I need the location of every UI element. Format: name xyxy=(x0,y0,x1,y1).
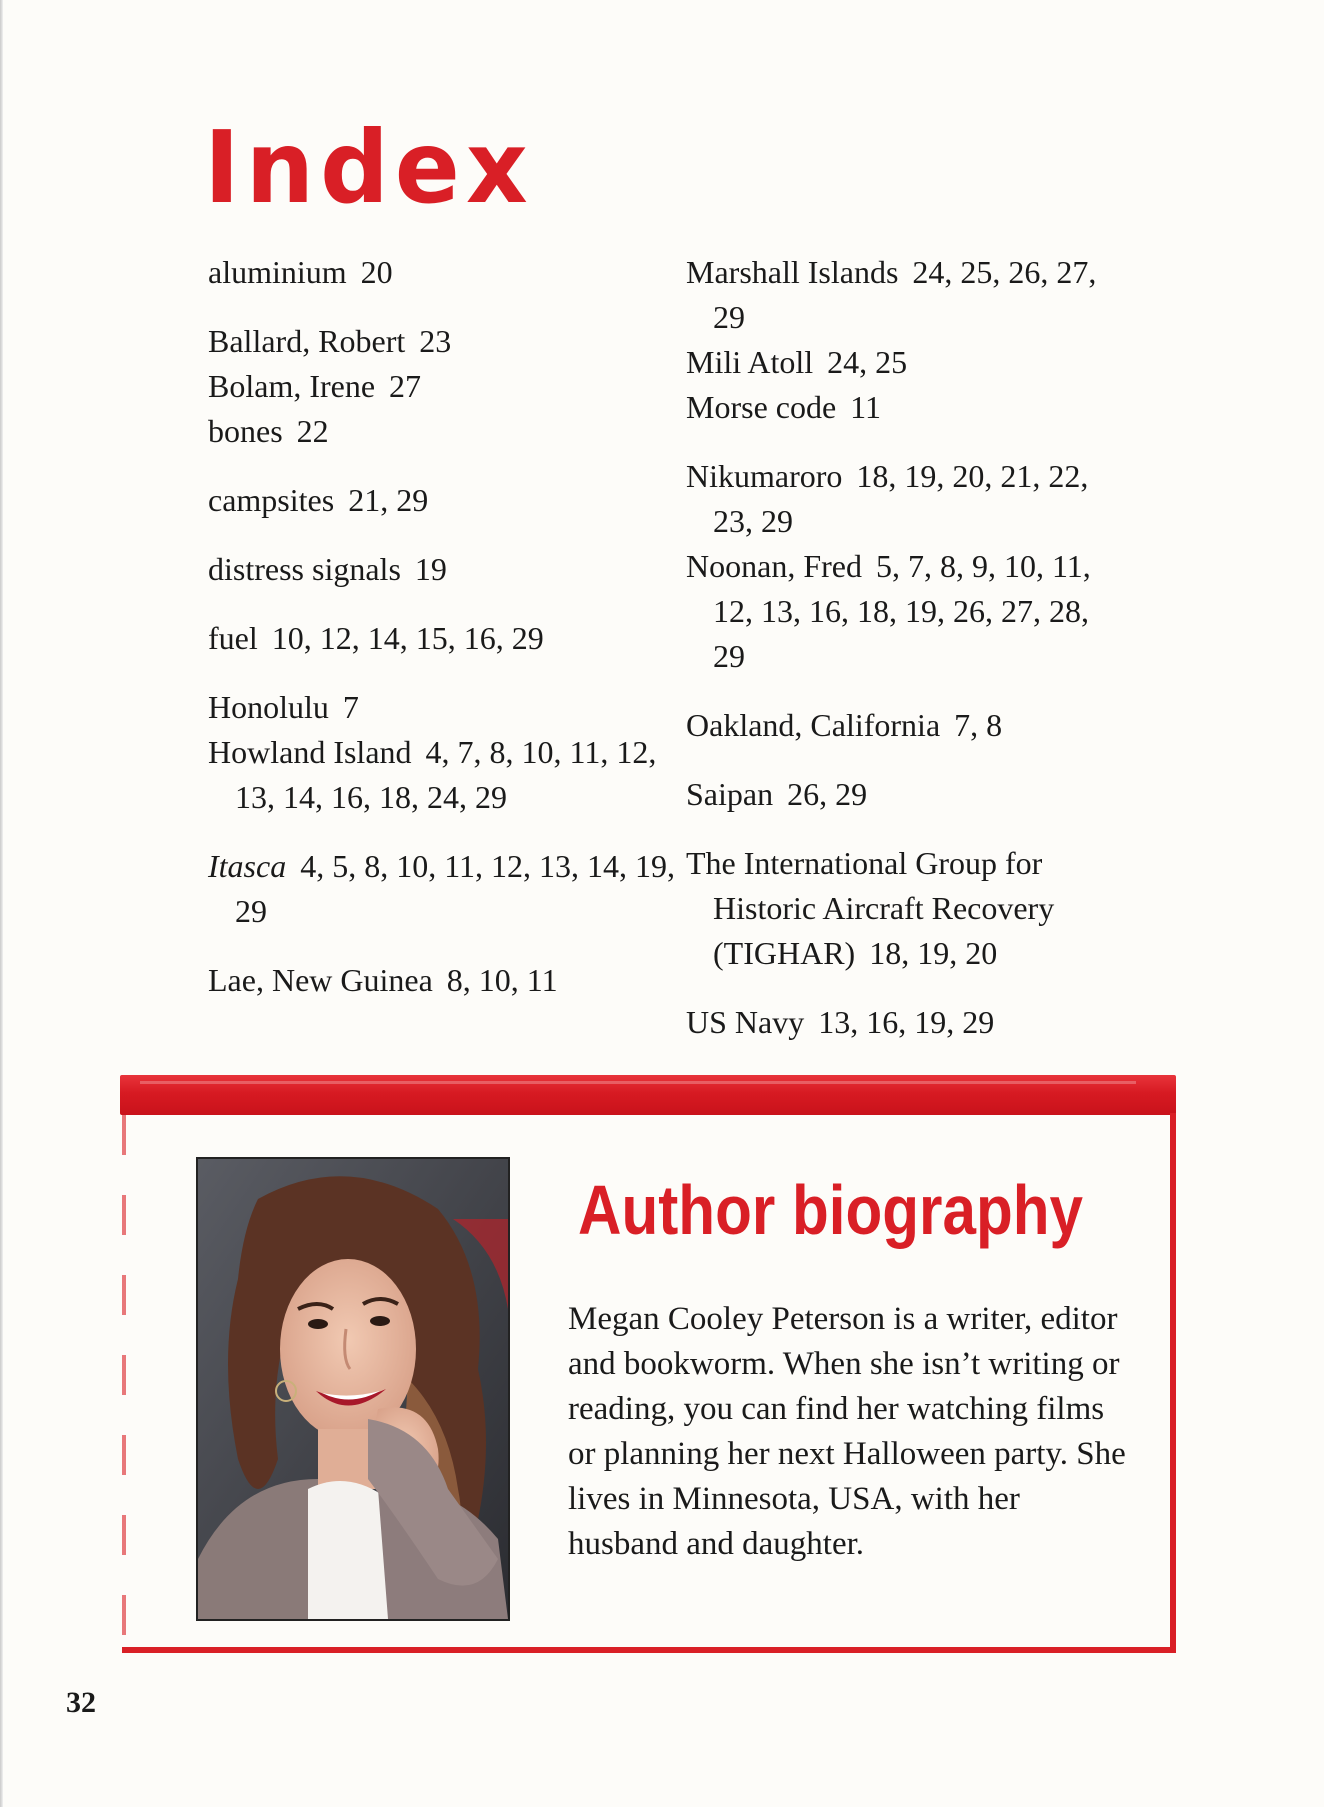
index-page-numbers: 23 xyxy=(419,323,452,359)
index-entry xyxy=(208,547,678,592)
index-group xyxy=(208,250,678,295)
frame-right-border xyxy=(1170,1113,1176,1653)
index-page-numbers: 4, 7, 8, 10, 11, 12, 13, 14, 16, 18, 24, 29 xyxy=(235,734,657,815)
index-group xyxy=(686,1000,1126,1045)
index-page-numbers: 10, 12, 14, 15, 16, 29 xyxy=(271,620,544,656)
index-term: US Navy xyxy=(686,1004,805,1040)
frame-left-border xyxy=(122,1115,126,1655)
index-page-numbers: 21, 29 xyxy=(348,482,429,518)
index-group xyxy=(686,250,1126,430)
index-term: Nikumaroro xyxy=(686,458,843,494)
index-group xyxy=(208,844,678,934)
index-term: Saipan xyxy=(686,776,774,812)
index-entry xyxy=(686,841,1126,976)
index-page-numbers: 13, 16, 19, 29 xyxy=(818,1004,995,1040)
index-term: aluminium xyxy=(208,254,347,290)
index-entry xyxy=(208,364,678,409)
index-page-numbers: 18, 19, 20 xyxy=(869,935,998,971)
index-term: Itasca xyxy=(208,848,287,884)
page-number: 32 xyxy=(66,1686,96,1719)
index-term: Morse code xyxy=(686,389,837,425)
index-page-numbers: 22 xyxy=(296,413,329,449)
index-title: Index xyxy=(204,109,534,227)
index-group xyxy=(686,841,1126,976)
index-entry xyxy=(686,1000,1126,1045)
index-entry xyxy=(686,250,1126,340)
index-entry xyxy=(686,772,1126,817)
index-term: bones xyxy=(208,413,283,449)
red-banner-bar xyxy=(120,1075,1176,1115)
index-page-numbers: 7 xyxy=(342,689,359,725)
index-group xyxy=(686,454,1126,679)
author-biography-text: Megan Cooley Peterson is a writer, editor and bookworm. When she isn’t writing or reading, you can find her watching films or planning her next Halloween party. She lives in Minnesota, USA, with her husband and daughter. xyxy=(568,1301,1126,1562)
index-entry xyxy=(208,478,678,523)
index-page-numbers: 24, 25, 26, 27, 29 xyxy=(713,254,1097,335)
index-page-numbers: 5, 7, 8, 9, 10, 11, 12, 13, 16, 18, 19, 26, 27, 28, 29 xyxy=(713,548,1091,674)
index-page-numbers: 20 xyxy=(360,254,393,290)
index-entry xyxy=(208,958,678,1003)
page-edge xyxy=(0,0,3,1807)
index-entry xyxy=(208,319,678,364)
index-page-numbers: 8, 10, 11 xyxy=(446,962,558,998)
index-term: The International Group for Historic Aircraft Recovery (TIGHAR) xyxy=(686,845,1055,971)
index-entry xyxy=(208,685,678,730)
index-term: Howland Island xyxy=(208,734,412,770)
index-entry xyxy=(686,454,1126,544)
index-page-numbers: 18, 19, 20, 21, 22, 23, 29 xyxy=(713,458,1089,539)
index-term: Lae, New Guinea xyxy=(208,962,433,998)
index-term: Ballard, Robert xyxy=(208,323,406,359)
index-term: Bolam, Irene xyxy=(208,368,376,404)
index-term: Marshall Islands xyxy=(686,254,899,290)
index-group xyxy=(208,478,678,523)
author-portrait-image xyxy=(198,1159,508,1619)
index-group xyxy=(208,616,678,661)
index-page-numbers: 11 xyxy=(850,389,881,425)
index-entry xyxy=(208,844,678,934)
index-left-column xyxy=(208,250,678,1027)
frame-bottom-border xyxy=(122,1647,1176,1653)
author-biography-box xyxy=(120,1075,1176,1683)
index-entry xyxy=(208,730,678,820)
author-biography-title: Author biography xyxy=(578,1171,1083,1249)
index-page-numbers: 4, 5, 8, 10, 11, 12, 13, 14, 19, 29 xyxy=(235,848,676,929)
index-page-numbers: 24, 25 xyxy=(827,344,908,380)
index-right-column xyxy=(686,250,1126,1069)
index-term: Noonan, Fred xyxy=(686,548,862,584)
index-entry xyxy=(208,250,678,295)
index-entry xyxy=(686,385,1126,430)
index-page-numbers: 7, 8 xyxy=(954,707,1003,743)
index-term: campsites xyxy=(208,482,335,518)
index-entry xyxy=(208,616,678,661)
index-term: distress signals xyxy=(208,551,401,587)
index-term: Oakland, California xyxy=(686,707,941,743)
index-page-numbers: 26, 29 xyxy=(787,776,868,812)
index-page-numbers: 19 xyxy=(414,551,447,587)
index-term: fuel xyxy=(208,620,258,656)
index-group xyxy=(686,772,1126,817)
index-term: Honolulu xyxy=(208,689,329,725)
index-group xyxy=(208,958,678,1003)
index-entry xyxy=(686,340,1126,385)
index-term: Mili Atoll xyxy=(686,344,814,380)
index-group xyxy=(208,685,678,820)
index-entry xyxy=(686,703,1126,748)
index-entry xyxy=(208,409,678,454)
index-group xyxy=(208,547,678,592)
index-group xyxy=(686,703,1126,748)
author-photo xyxy=(196,1157,510,1621)
index-group xyxy=(208,319,678,454)
index-page-numbers: 27 xyxy=(389,368,422,404)
index-entry xyxy=(686,544,1126,679)
